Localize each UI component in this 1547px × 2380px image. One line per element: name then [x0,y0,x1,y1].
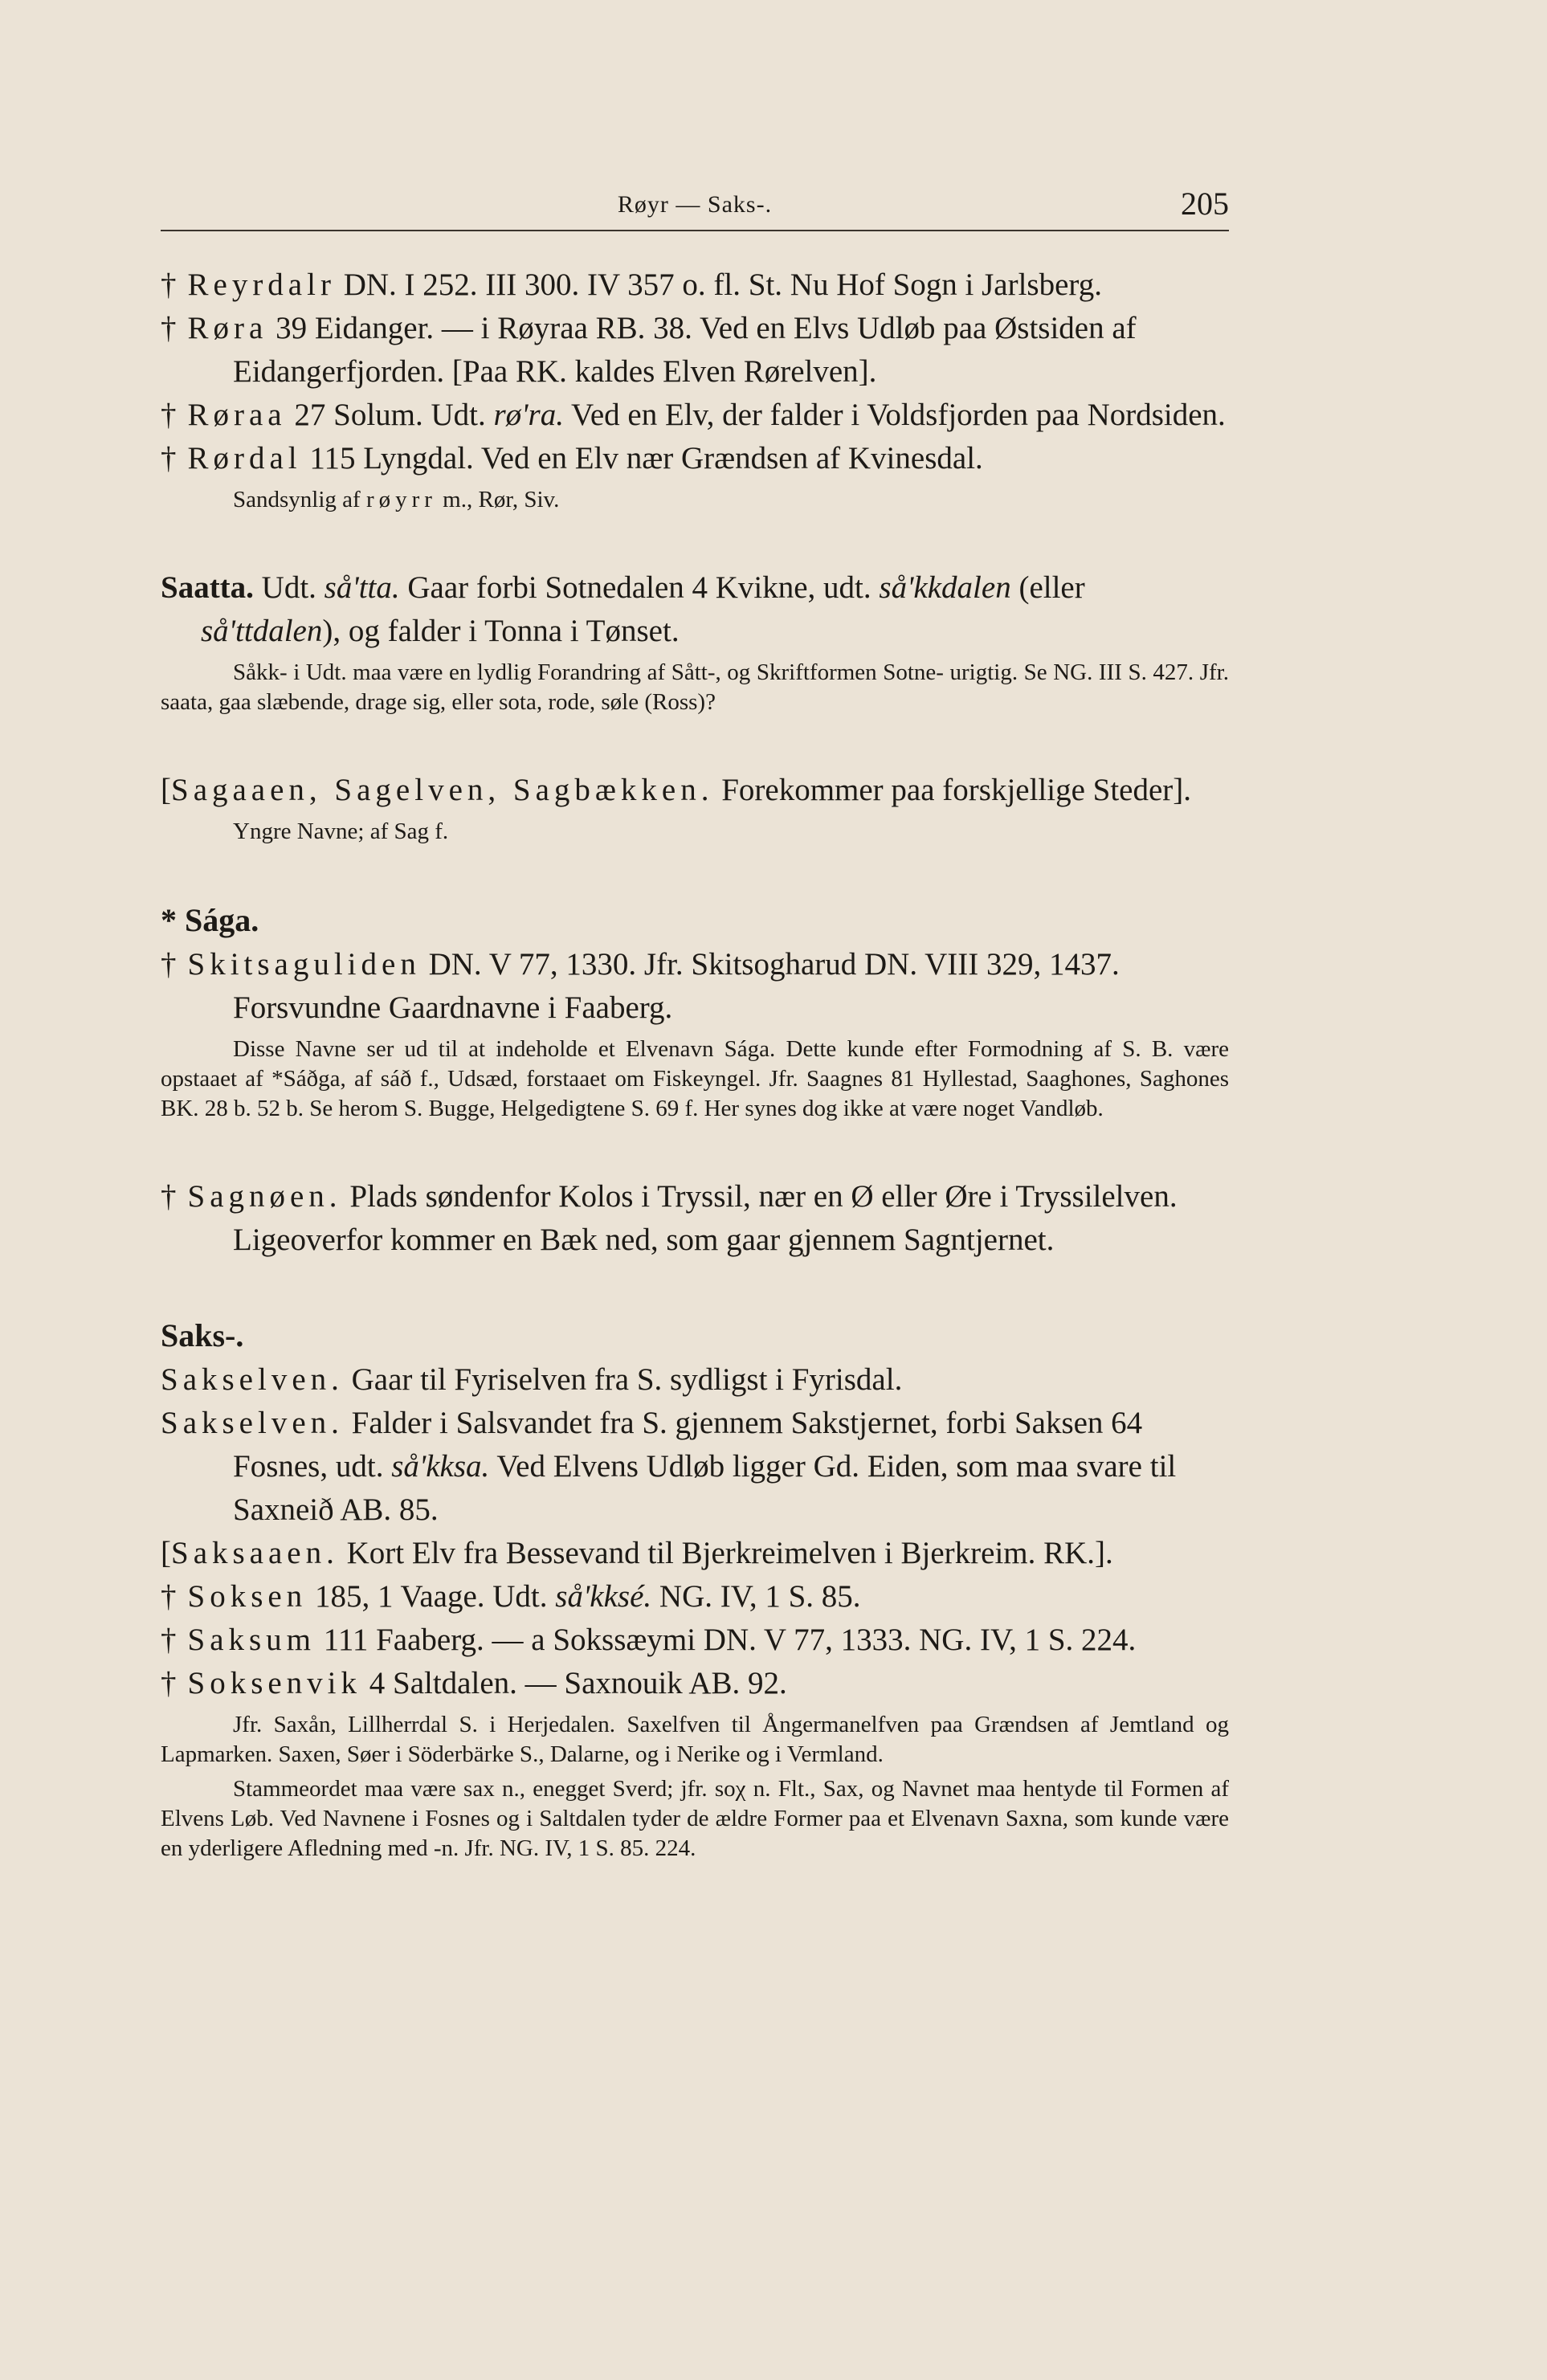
entry-reyrdalr [161,263,1229,307]
entry-text: 115 Lyngdal. Ved en Elv nær Grændsen af Kvinesdal. [301,441,983,476]
section-heading: * Sága. [161,902,259,938]
entry-text: Udt. [253,570,325,605]
entry-name: Rørdal [187,441,302,476]
entry-sagnoen [161,1175,1229,1262]
entry-name: Sagnøen. [187,1179,342,1214]
note-sagaaen: Yngre Navne; af Sag f. [233,819,449,844]
entry-text: Ved Elvens Udløb ligger Gd. Eiden, som maa svare til Saxneið AB. 85. [233,1449,1177,1527]
running-header [161,185,1229,231]
entry-name: Røraa [187,398,287,432]
entry-saksum [161,1619,1229,1662]
pronunciation: så'ttdalen [201,614,323,648]
entry-text: 111 Faaberg. — a Sokssæymi DN. V 77, 1333. NG. IV, 1 S. 224. [316,1623,1137,1657]
dagger-mark: † [161,1666,177,1700]
note-text: Sandsynlig af [233,487,366,512]
entry-text: Kort Elv fra Bessevand til Bjerkreimelven i Bjerkreim. RK.]. [338,1536,1113,1570]
pronunciation: så'tta. [324,570,400,605]
bracket: [ [161,1536,171,1570]
entry-name: Sagaaen, Sagelven, Sagbækken. [171,773,714,807]
dagger-mark: † [161,267,177,302]
note-saks-1: Jfr. Saxån, Lillherrdal S. i Herjedalen. Saxelfven til Ångermanelfven paa Grændsen af Jemtland og Lapmarken. Saxen, Søer i Söderbärke S., Dalarne, og i Nerike og i Vermland. [161,1712,1229,1767]
entry-name: Reyrdalr [187,267,336,302]
section-saks [161,1313,1229,1864]
entry-name: Sakselven. [161,1362,344,1397]
entry-name: Sakselven. [161,1406,344,1440]
note-saatta: Såkk- i Udt. maa være en lydlig Forandring af Sått-, og Skriftformen Sotne- urigtig. Se NG. III S. 427. Jfr. saata, gaa slæbende, drage sig, eller sota, rode, søle (Ross)? [161,659,1229,715]
entry-roraa [161,394,1229,437]
section-heading: Saatta. [161,570,254,605]
section-sagnoen [161,1175,1229,1262]
dagger-mark: † [161,1579,177,1614]
entry-name: Soksenvik [187,1666,362,1700]
entry-rora [161,307,1229,394]
pronunciation: så'kkdalen [879,570,1011,605]
section-saatta [161,566,1229,717]
note-text: m., Rør, Siv. [436,487,560,512]
entry-name: Skitsaguliden [187,947,421,982]
entry-text: 4 Saltdalen. — Saxnouik AB. 92. [361,1666,787,1700]
entry-sagaaen [161,769,1229,812]
dagger-mark: † [161,1179,177,1214]
dagger-mark: † [161,311,177,345]
note-spaced-word: røyrr [365,487,437,512]
entry-text: Forekommer paa forskjellige Steder]. [713,773,1192,807]
entry-text: Falder i Salsvandet fra S. gjennem Sakstjernet, forbi Saksen 64 Fosnes, udt. [233,1406,1143,1484]
note-block1 [161,485,1229,515]
entry-text: DN. V 77, 1330. Jfr. Skitsogharud DN. VIII 329, 1437. Forsvundne Gaardnavne i Faaberg. [233,947,1120,1025]
entry-text: (eller [1010,570,1085,605]
entry-sakselven-2 [161,1402,1229,1532]
note-saga: Disse Navne ser ud til at indeholde et Elvenavn Sága. Dette kunde efter Formodning af S. B. være opstaaet af *Sáðga, af sáð f., Udsæd, forstaaet om Fiskeyngel. Jfr. Saagnes 81 Hyllestad, Saaghones, Saghones BK. 28 b. 52 b. Se herom S. Bugge, Helgedigtene S. 69 f. Her synes dog ikke at være noget Vandløb. [161,1036,1229,1121]
pronunciation: så'kksa. [391,1449,490,1484]
entry-name: Røra [187,311,268,345]
entry-sakselven-1 [161,1358,1229,1402]
entry-text: Gaar til Fyriselven fra S. sydligst i Fyrisdal. [343,1362,903,1397]
entry-saksaaen [161,1532,1229,1575]
dagger-mark: † [161,398,177,432]
note-saks-2: Stammeordet maa være sax n., enegget Sverd; jfr. soχ n. Flt., Sax, og Navnet maa hentyde til Formen af Elvens Løb. Ved Navnene i Fosnes og i Saltdalen tyder de ældre Former paa et Elvenavn Saxna, som kunde være en yderligere Afledning med -n. Jfr. NG. IV, 1 S. 85. 224. [161,1776,1229,1861]
entry-text: Gaar forbi Sotnedalen 4 Kvikne, udt. [399,570,880,605]
pronunciation: så'kksé. [555,1579,652,1614]
section-heading: Saks-. [161,1317,244,1353]
entry-text: NG. IV, 1 S. 85. [651,1579,861,1614]
entry-rordal [161,437,1229,480]
entry-name: Saksaaen. [171,1536,339,1570]
entry-name: Soksen [187,1579,308,1614]
entry-soksenvik [161,1662,1229,1705]
page-content [161,185,1229,1864]
dagger-mark: † [161,441,177,476]
pronunciation: rø'ra. [493,398,564,432]
page-number: 205 [1181,186,1229,222]
entry-text: ), og falder i Tonna i Tønset. [322,614,680,648]
entry-text: 185, 1 Vaage. Udt. [307,1579,556,1614]
dagger-mark: † [161,1623,177,1657]
entry-skitsaguliden [161,943,1229,1030]
entry-name: Saksum [187,1623,316,1657]
entry-text: Ved en Elv, der falder i Voldsfjorden paa Nordsiden. [563,398,1226,432]
running-title: Røyr — Saks-. [617,191,773,218]
entry-text: DN. I 252. III 300. IV 357 o. fl. St. Nu Hof Sogn i Jarlsberg. [335,267,1102,302]
entry-text: 27 Solum. Udt. [286,398,494,432]
section-saga [161,898,1229,1124]
dagger-mark: † [161,947,177,982]
entry-saatta [161,566,1229,653]
entry-soksen [161,1575,1229,1619]
entry-text: Plads søndenfor Kolos i Tryssil, nær en Ø eller Øre i Tryssilelven. Ligeoverfor kommer en Bæk ned, som gaar gjennem Sagntjernet. [233,1179,1178,1257]
section-sagaaen [161,769,1229,847]
bracket: [ [161,773,171,807]
entry-text: 39 Eidanger. — i Røyraa RB. 38. Ved en Elvs Udløb paa Østsiden af Eidangerfjorden. [Paa RK. kaldes Elven Rørelven]. [233,311,1137,389]
